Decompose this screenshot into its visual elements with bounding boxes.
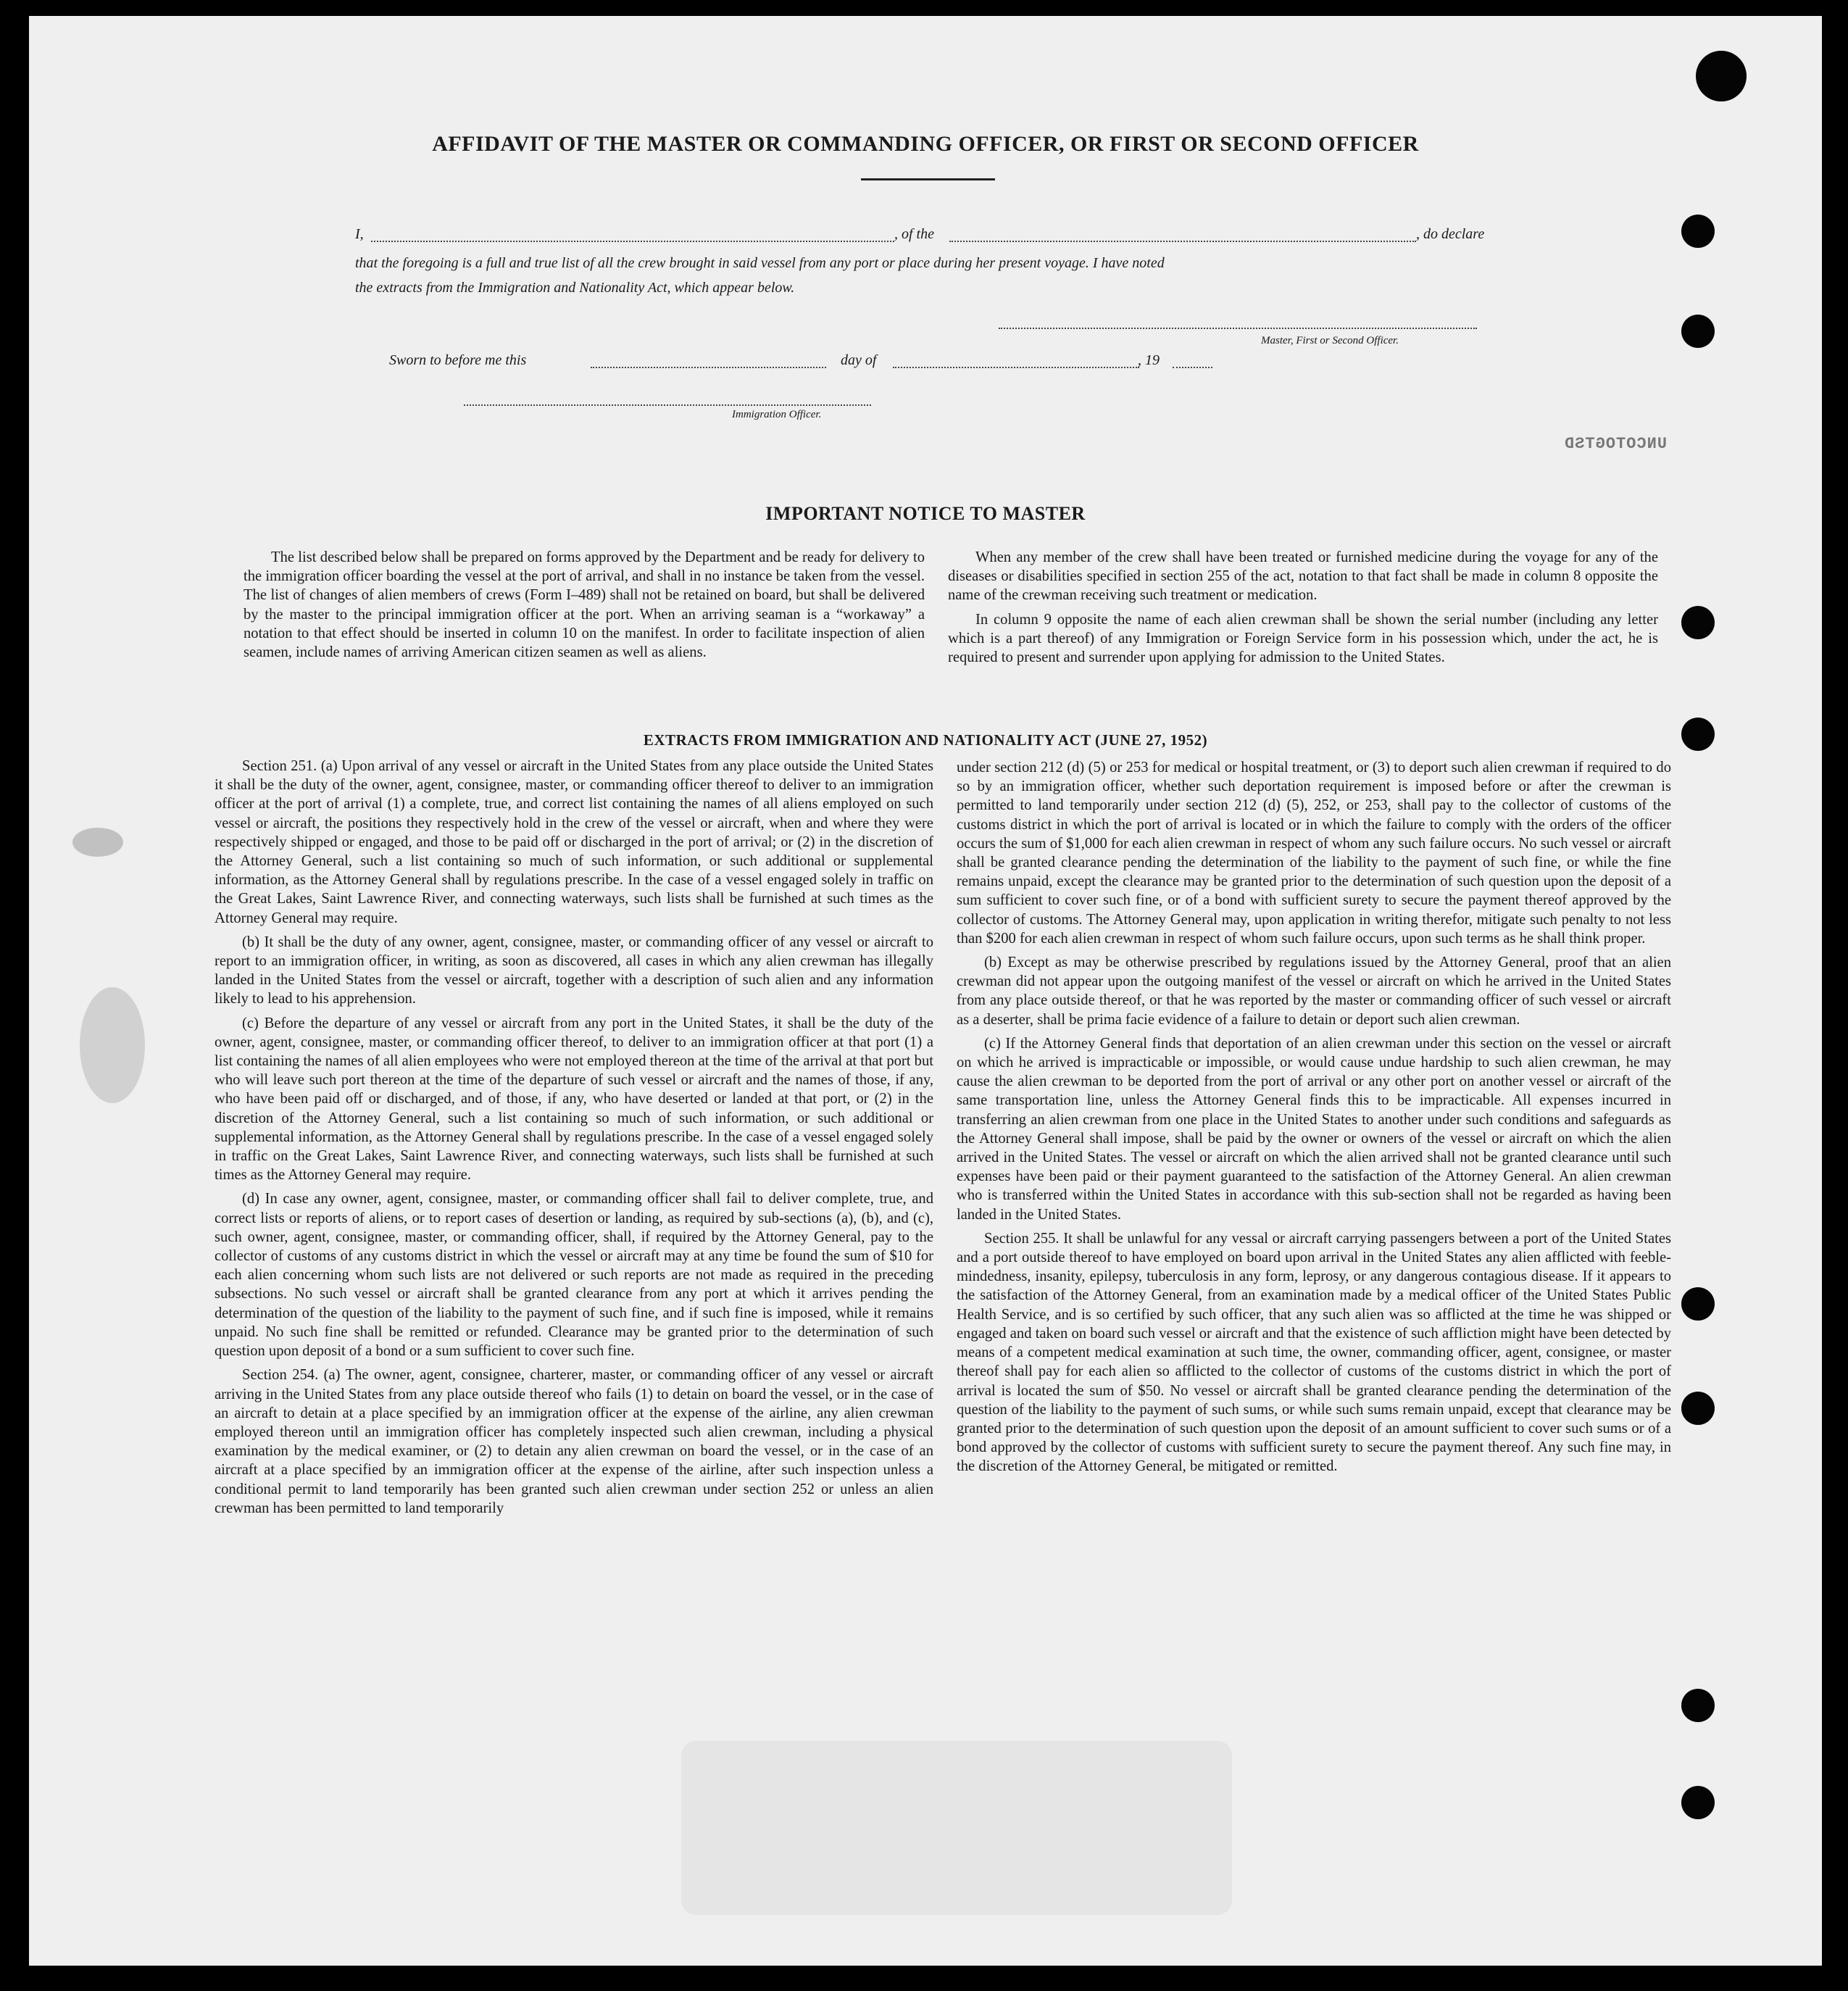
- declaration-line-3: the extracts from the Immigration and Nationality Act, which appear below.: [355, 280, 795, 296]
- punch-hole: [1681, 215, 1715, 248]
- day-of-label: day of: [841, 352, 877, 368]
- notice-title: IMPORTANT NOTICE TO MASTER: [765, 503, 1086, 524]
- i-label: I,: [355, 226, 364, 242]
- ink-smudge: [72, 828, 123, 857]
- reversed-stamp: UNCOTOGTSD: [1564, 435, 1668, 453]
- section-255: Section 255. It shall be unlawful for any vessal or aircraft carrying passengers between a port of the United States and a port outside thereof to have employed on board upon arrival in the United States any alien afflicted with feeble-mindedness, insanity, epilepsy, tuberculosis in any form, leprosy, or any dangerous contagious disease. If it appears to the satisfaction of the Attorney General, from an examination made by a medical officer of the United States Public Health Service, and is so certified by such officer, that any such alien was so afflicted at the time he was shipped or engaged and taken on board such vessel or aircraft and that the existence of such affliction might have been detected by means of a competent medical examination at such time, the owner, commanding officer, agent, consignee, or master thereof shall pay for each alien so afflicted to the collector of customs of the customs district in which the port of arrival is located the sum of $50. No vessel or aircraft shall be granted clearance pending the determination of the question of the liability to the payment of such sums, or while such sums remain unpaid, except that clearance may be granted prior to the determination of such question upon the deposit of an amount sufficient to cover such sums or of a bond approved by the collector of customs with sufficient surety to secure the payment thereof. Any such fine may, in the discretion of the Attorney General, be mitigated or remitted.: [957, 1230, 1671, 1475]
- section-251-b: (b) It shall be the duty of any owner, agent, consignee, master, or commanding officer of any vessel or aircraft to report to an immigration officer, in writing, as soon as discovered, all cases in which any alien crewman has illegally landed in the United States from the vessel or aircraft, together with a description of such alien and any information likely to lead to his apprehension.: [215, 934, 933, 1007]
- section-251-d: (d) In case any owner, agent, consignee, master, or commanding officer shall fail to deliver complete, true, and correct lists or reports of aliens, or to report cases of desertion or landing, as required by sub-sections (a), (b), and (c), such owner, agent, consignee, master, or commanding officer, shall, if required by the Attorney General, pay to the collector of customs of any customs district in which the vessel or aircraft may at any time be found the sum of $10 for each alien concerning whom such lists are not delivered or such reports are not made as required in the preceding subsections. No such vessel or aircraft shall be granted clearance from any port at which it arrives pending the determination of the question of the liability to the payment of such fine, and if such fine is imposed, while it remains unpaid. No such fine shall be remitted or refunded. Clearance may be granted prior to the determination of such question upon deposit of a bond or a sum sufficient to cover such fine.: [215, 1191, 933, 1360]
- do-declare-label: , do declare: [1416, 226, 1485, 242]
- notice-right-paragraph-2: In column 9 opposite the name of each alien crewman shall be shown the serial number (including any letter which is a part thereof) of any Immigration or Foreign Service form in his possession which, under the act, he is required to present and surrender upon applying for admission to the United States.: [948, 611, 1658, 666]
- section-254-a: Section 254. (a) The owner, agent, consignee, charterer, master, or commanding officer of any vessel or aircraft arriving in the United States from any place outside thereof who fails (1) to detain on board the vessel, or in the case of an aircraft to detain at a place specified by an immigration officer at the expense of the airline, any alien crewman employed thereon until an immigration officer has completely inspected such alien crewman, including a physical examination by the medical examiner, or (2) to detain any alien crewman on board the vessel, or in the case of an aircraft at a place specified by an immigration officer at the expense of the airline, after such inspection unless a conditional permit to land temporarily has been granted such alien crewman under section 252 or unless an alien crewman has been permitted to land temporarily: [215, 1367, 933, 1516]
- extracts-title: EXTRACTS FROM IMMIGRATION AND NATIONALITY ACT (JUNE 27, 1952): [643, 731, 1208, 749]
- punch-hole: [1681, 315, 1715, 348]
- punch-hole: [1681, 606, 1715, 639]
- extracts-left-column: [215, 757, 933, 1523]
- master-signature-field[interactable]: [999, 328, 1477, 329]
- extracts-right-column: [957, 758, 1671, 1481]
- sworn-label: Sworn to before me this: [389, 352, 527, 368]
- officer-signature-caption: Immigration Officer.: [732, 409, 822, 420]
- notice-right-column: [948, 548, 1658, 672]
- year-prefix-label: , 19: [1138, 352, 1160, 368]
- ink-smudge: [80, 987, 145, 1103]
- declaration-line-2: that the foregoing is a full and true list of all the crew brought in said vessel from any port or place during her present voyage. I have noted: [355, 255, 1165, 271]
- title-rule: [861, 178, 995, 180]
- section-251-a: Section 251. (a) Upon arrival of any vessel or aircraft in the United States from any place outside the United States it shall be the duty of the owner, agent, consignee, master, or commanding officer thereof to deliver to an immigration officer at the port of arrival (1) a complete, true, and correct list containing the names of all aliens employed on such vessel or aircraft, the positions they respectively hold in the crew of the vessel or aircraft, when and where they were respectively shipped or engaged, and those to be paid off or discharged in the port of arrival; or (2) in the discretion of the Attorney General, such a list containing so much of such information, or such additional or supplemental information, as the Attorney General shall by regulations prescribe. In the case of a vessel engaged solely in traffic on the Great Lakes, Saint Lawrence River, and connecting waterways, such lists shall be furnished at such times as the Attorney General may require.: [215, 758, 933, 926]
- vessel-name-field[interactable]: [949, 241, 1416, 242]
- sworn-month-field[interactable]: [893, 367, 1139, 368]
- document-page: [29, 16, 1822, 1966]
- section-254-a-continued: under section 212 (d) (5) or 253 for medical or hospital treatment, or (3) to deport such alien crewman if required to do so by an immigration officer, whether such deportation requirement is imposed before or after the crewman is permitted to land temporarily under section 212 (d) (5), 252, or 253, shall pay to the collector of customs of the customs district in which the port of arrival is located or in which the failure to comply with the orders of the officer occurs the sum of $1,000 for each alien crewman in respect of whom any such failure occurs. No such vessel or aircraft shall be granted clearance pending the determination of the liability to the payment of such fine, or while the fine remains unpaid, except the clearance may be granted prior to the determination of such question upon the deposit of a sum sufficient to cover such fine, or of a bond with sufficient surety to secure the payment thereof approved by the collector of customs. The Attorney General may, upon application in writing therefor, mitigate such penalty to not less than $200 for each alien crewman in respect of whom such failure occurs, upon such terms as he shall think proper.: [957, 760, 1671, 947]
- notice-right-paragraph-1: When any member of the crew shall have been treated or furnished medicine during the voyage for any of the diseases or disabilities specified in section 255 of the act, notation to that fact shall be made in column 8 opposite the name of the crewman receiving such treatment or medication.: [948, 549, 1658, 604]
- punch-hole: [1681, 1689, 1715, 1722]
- section-251-c: (c) Before the departure of any vessel or aircraft from any port in the United States, it shall be the duty of the owner, agent, consignee, master, or commanding officer thereof, to deliver to an immigration officer at that port (1) a list containing the names of all alien employees who were not employed thereon at the time of the arrival at that port but who will leave such port thereon at the time of the departure of such vessel or aircraft and the names of those, if any, who have been paid off or discharged, and of those, if any, who have deserted or landed at that port, or (2) in the discretion of the Attorney General, such a list containing so much of such information, or such additional or supplemental information, as the Attorney General shall by regulations prescribe. In the case of a vessel engaged solely in traffic on the Great Lakes, Saint Lawrence River, and connecting waterways, such lists shall be furnished at such times as the Attorney General may require.: [215, 1015, 933, 1184]
- punch-hole: [1681, 1392, 1715, 1425]
- officer-signature-field[interactable]: [464, 404, 871, 406]
- notice-left-column: [244, 548, 925, 667]
- punch-hole: [1681, 718, 1715, 751]
- sworn-day-field[interactable]: [591, 367, 826, 368]
- punch-hole: [1681, 1287, 1715, 1321]
- section-254-c: (c) If the Attorney General finds that deportation of an alien crewman under this section on the vessel or aircraft on which he arrived is impracticable or impossible, or would cause undue hardship to such alien crewman, he may cause the alien crewman to be deported from the port of arrival or any other port on another vessel or aircraft of the same transportation line, unless the Attorney General finds this to be impracticable. All expenses incurred in transferring an alien crewman from one place in the United States to another under such conditions and safeguards as the Attorney General shall impose, shall be paid by the owner or owners of the vessel or aircraft on which the alien arrived in the United States. The vessel or aircraft on which the alien arrived shall not be granted clearance until such expenses have been paid or their payment guaranteed to the satisfaction of the Attorney General. An alien crewman who is transferred within the United States in accordance with this sub-section shall not be regarded as having been landed in the United States.: [957, 1035, 1671, 1223]
- sworn-year-field[interactable]: [1173, 367, 1212, 368]
- declarant-name-field[interactable]: [371, 241, 894, 242]
- section-254-b: (b) Except as may be otherwise prescribed by regulations issued by the Attorney General, proof that an alien crewman did not appear upon the outgoing manifest of the vessel or aircraft on which he arrived in the United States from any place outside thereof, or that he was reported by the master or commanding officer of such vessel or aircraft as a deserter, shall be prima facie evidence of a failure to detain or deport such alien crewman.: [957, 955, 1671, 1028]
- notice-left-paragraph: The list described below shall be prepared on forms approved by the Department and be ready for delivery to the immigration officer boarding the vessel at the port of arrival, and shall in no instance be taken from the vessel. The list of changes of alien members of crews (Form I–489) shall not be retained on board, but shall be delivered by the master to the principal immigration officer at the port. When an arriving seaman is a “workaway” a notation to that effect should be inserted in column 10 on the manifest. In order to facilitate inspection of alien seamen, include names of arriving American citizen seamen as well as aliens.: [244, 549, 925, 661]
- master-signature-caption: Master, First or Second Officer.: [1261, 335, 1399, 346]
- affidavit-title: AFFIDAVIT OF THE MASTER OR COMMANDING OFFICER, OR FIRST OR SECOND OFFICER: [432, 132, 1419, 156]
- punch-hole: [1681, 1786, 1715, 1819]
- torn-corner-hole: [1696, 51, 1747, 101]
- of-the-label: , of the: [894, 226, 934, 242]
- show-through-text: [681, 1741, 1232, 1915]
